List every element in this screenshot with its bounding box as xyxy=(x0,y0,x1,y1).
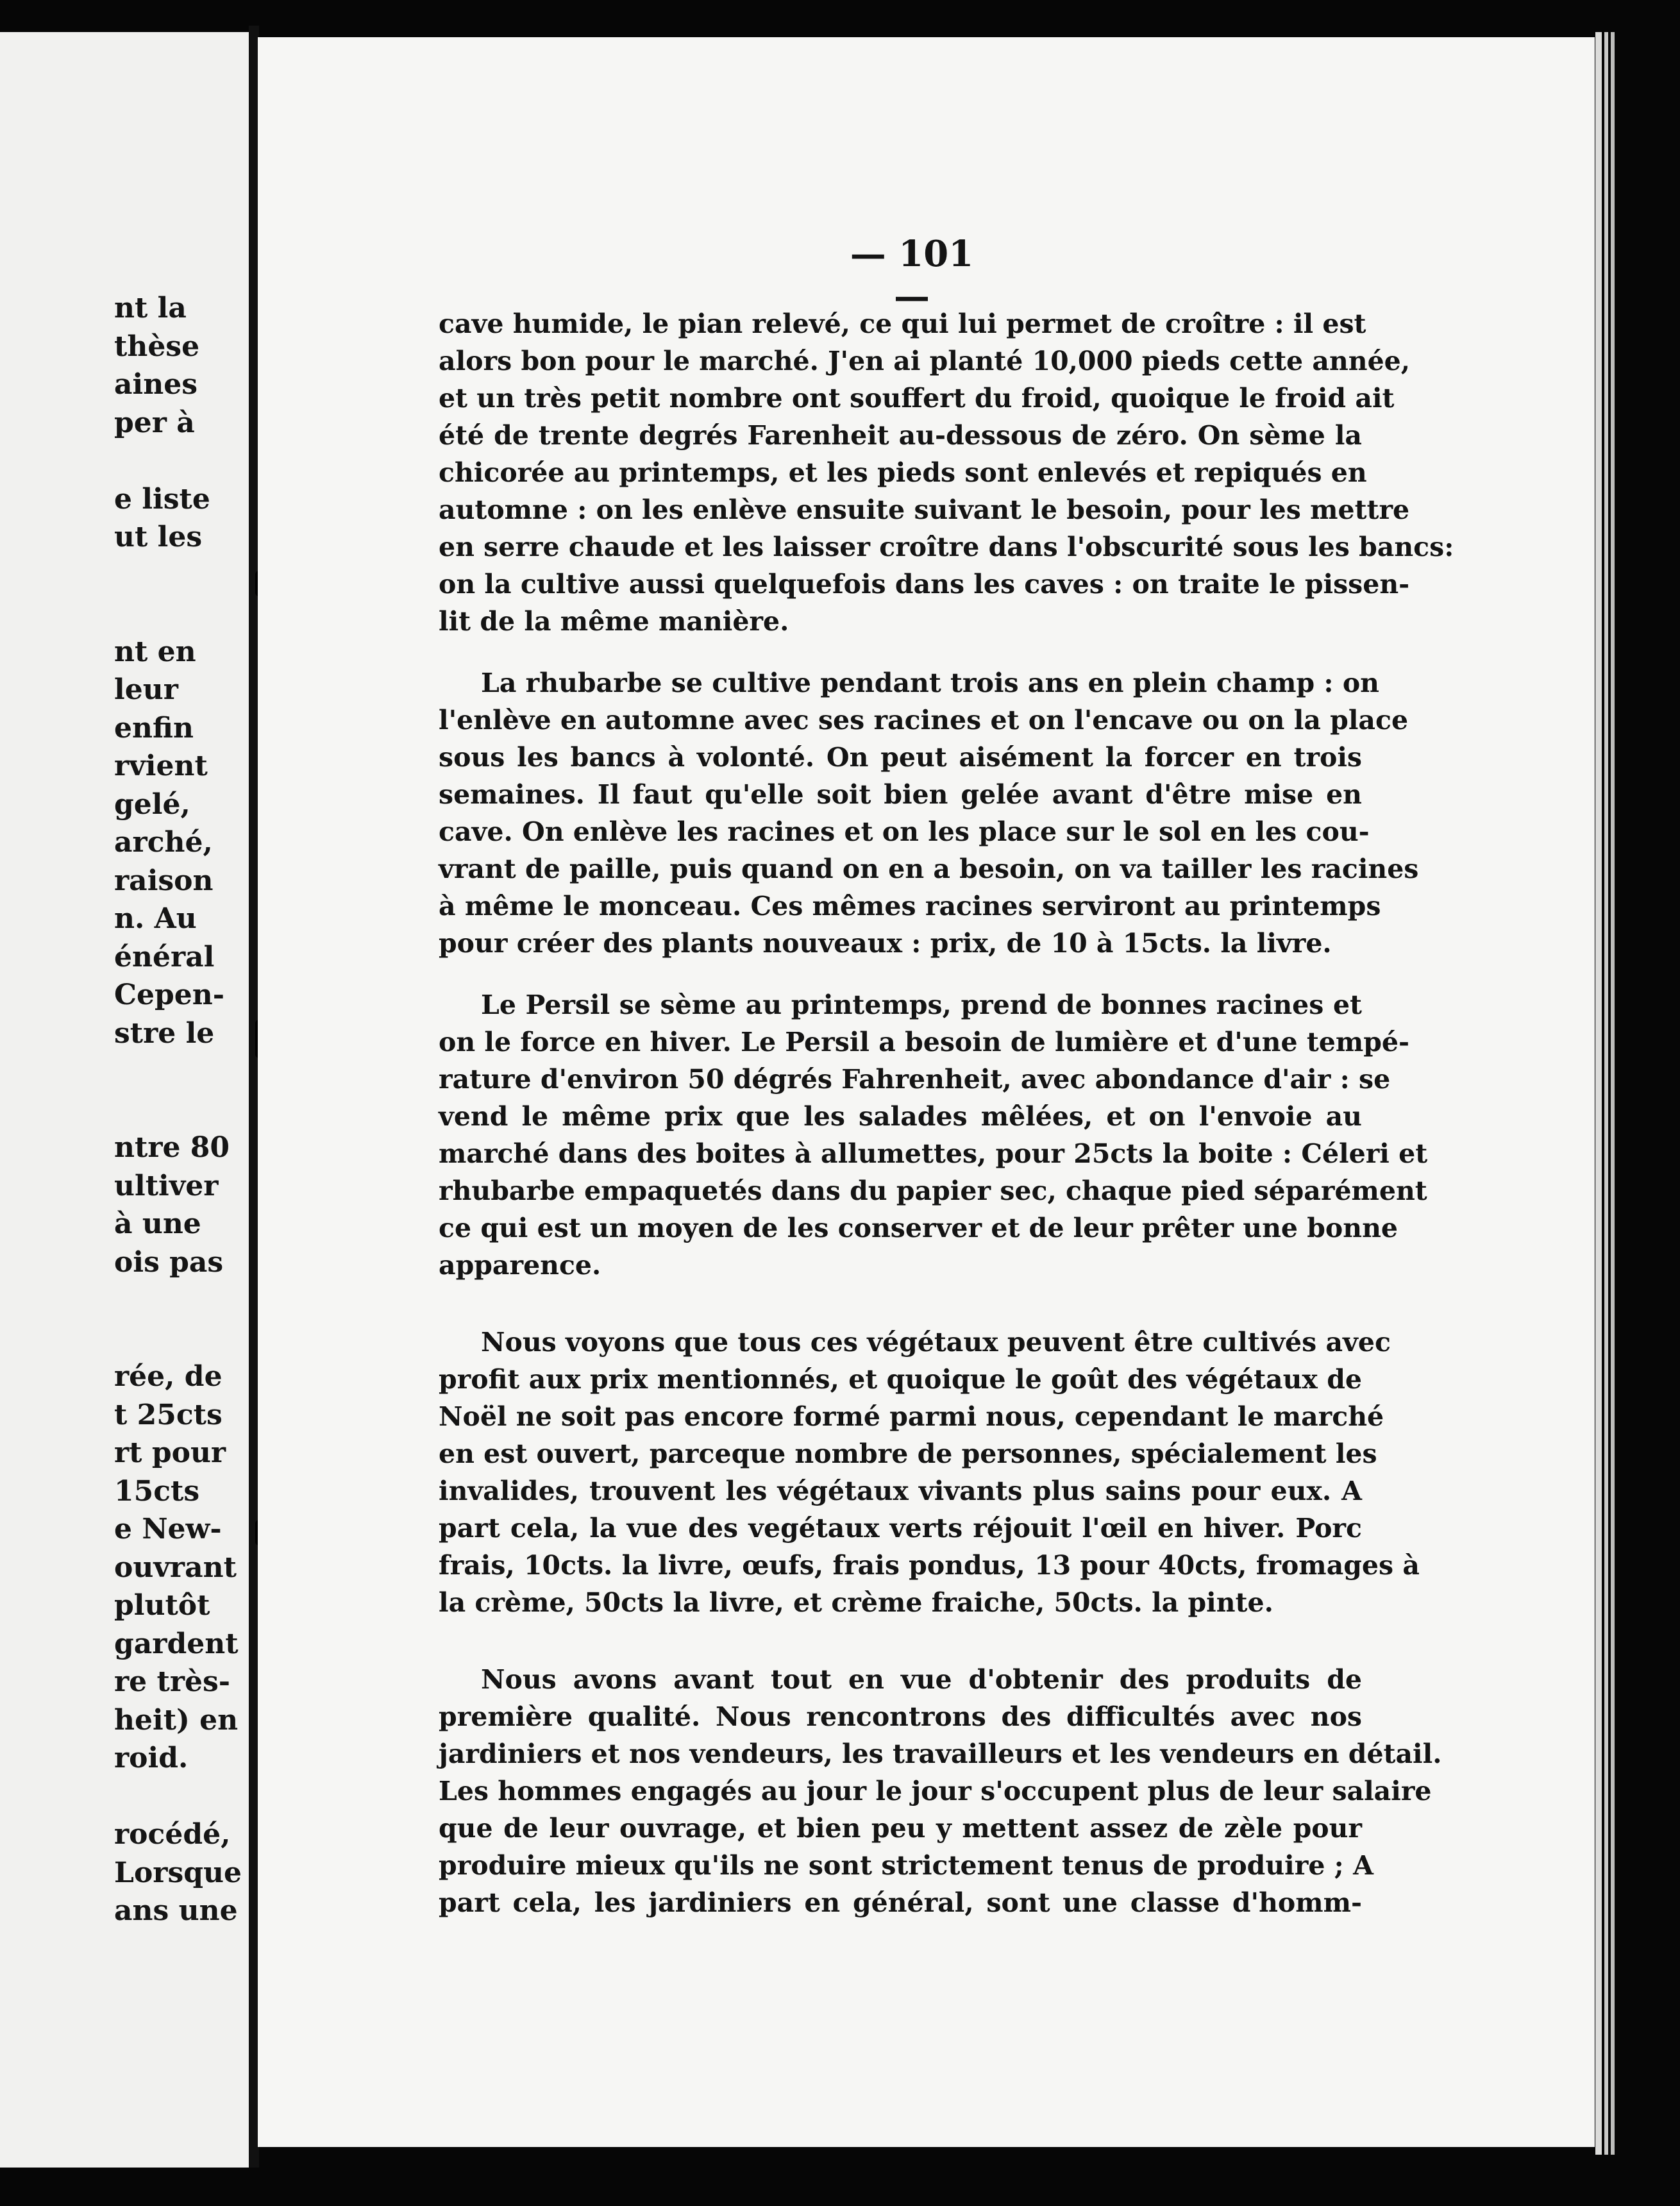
text-line: Le Persil se sème au printemps, prend de bonnes racines et xyxy=(481,989,1362,1020)
page-edge xyxy=(1604,32,1608,2155)
text-line: produire mieux qu'ils ne sont strictement tenus de produire ; A xyxy=(439,1850,1373,1881)
text-line: cave humide, le pian relevé, ce qui lui permet de croître : il est xyxy=(439,308,1366,339)
left-page-text-fragment: à une xyxy=(114,1208,201,1240)
text-line: en est ouvert, parceque nombre de personnes, spécialement les xyxy=(439,1438,1377,1469)
left-page-text-fragment: rée, de xyxy=(114,1360,223,1393)
left-page-text-fragment: enfin xyxy=(114,711,194,745)
text-line: apparence. xyxy=(439,1250,601,1281)
text-line: chicorée au printemps, et les pieds sont enlevés et repiqués en xyxy=(439,457,1367,488)
text-line: première qualité. Nous rencontrons des difficultés avec nos xyxy=(439,1701,1362,1732)
text-line: Nous avons avant tout en vue d'obtenir des produits de xyxy=(481,1664,1362,1695)
text-line: jardiniers et nos vendeurs, les travailleurs et les vendeurs en détail. xyxy=(439,1739,1442,1769)
text-line: marché dans des boites à allumettes, pour 25cts la boite : Céleri et xyxy=(439,1138,1428,1169)
left-page-text-fragment: aines xyxy=(114,368,197,401)
left-page-text-fragment: arché, xyxy=(114,826,213,859)
paragraph-parsley xyxy=(439,986,1428,1284)
page-number: — 101 — xyxy=(850,233,974,317)
left-page-text-fragment: n. Au xyxy=(114,902,197,935)
page-edge xyxy=(1595,32,1602,2155)
left-page-text-fragment: stre le xyxy=(114,1016,215,1050)
left-page-text-fragment: 15cts xyxy=(114,1474,200,1508)
text-line: ce qui est un moyen de les conserver et de leur prêter une bonne xyxy=(439,1213,1398,1243)
left-page-text-fragment: plutôt xyxy=(114,1589,210,1622)
left-page-text-fragment: Cepen- xyxy=(114,979,225,1011)
left-page-text-fragment: thèse xyxy=(114,330,200,363)
text-line: à même le monceau. Ces mêmes racines serviront au printemps xyxy=(439,891,1381,922)
page-edge xyxy=(1611,32,1615,2155)
left-page-text-fragment: ois pas xyxy=(114,1245,224,1279)
left-page-text-fragment: e New- xyxy=(114,1513,222,1545)
left-page-text-fragment: e liste xyxy=(114,482,210,516)
text-line: et un très petit nombre ont souffert du froid, quoique le froid ait xyxy=(439,383,1395,414)
left-page-text-fragment: gelé, xyxy=(114,787,190,821)
text-line: invalides, trouvent les végétaux vivants plus sains pour eux. A xyxy=(439,1476,1362,1506)
paragraph-chicory xyxy=(439,305,1454,640)
left-page-text-fragment: leur xyxy=(114,673,178,706)
text-line: semaines. Il faut qu'elle soit bien gelée avant d'être mise en xyxy=(439,779,1362,810)
text-line: sous les bancs à volonté. On peut aisément la forcer en trois xyxy=(439,742,1362,773)
page-body xyxy=(439,305,1454,1921)
text-line: automne : on les enlève ensuite suivant le besoin, pour les mettre xyxy=(439,494,1410,525)
left-page-text-fragment: re très- xyxy=(114,1665,231,1698)
left-page-text-fragment: gardent xyxy=(114,1627,239,1660)
text-line: profit aux prix mentionnés, et quoique le goût des végétaux de xyxy=(439,1364,1362,1395)
left-page-text-fragment: per à xyxy=(114,406,195,439)
text-line: Les hommes engagés au jour le jour s'occupent plus de leur salaire xyxy=(439,1776,1432,1806)
text-line: l'enlève en automne avec ses racines et on l'encave ou on la place xyxy=(439,705,1409,736)
text-line: frais, 10cts. la livre, œufs, frais pondus, 13 pour 40cts, fromages à xyxy=(439,1550,1420,1581)
text-line: vend le même prix que les salades mêlées, et on l'envoie au xyxy=(439,1101,1362,1132)
text-line: on la cultive aussi quelquefois dans les caves : on traite le pissen- xyxy=(439,569,1410,600)
text-line: vrant de paille, puis quand on en a besoin, on va tailler les racines xyxy=(439,854,1419,884)
left-page-text-fragment: ans une xyxy=(114,1894,238,1927)
left-page-text-fragment: Lorsque xyxy=(114,1856,242,1889)
left-page-text-fragment: roid. xyxy=(114,1742,189,1774)
paragraph-rhubarb xyxy=(439,664,1419,962)
text-line: Nous voyons que tous ces végétaux peuvent être cultivés avec xyxy=(481,1327,1391,1358)
left-page-text-fragment: ut les xyxy=(114,521,203,553)
text-line: part cela, les jardiniers en général, sont une classe d'homm- xyxy=(439,1887,1362,1918)
text-line: alors bon pour le marché. J'en ai planté 10,000 pieds cette année, xyxy=(439,346,1411,376)
left-page-text-fragment: t 25cts xyxy=(114,1398,223,1431)
left-page-text-fragment: nt la xyxy=(114,292,187,324)
paragraph-quality xyxy=(439,1661,1442,1921)
text-line: La rhubarbe se cultive pendant trois ans en plein champ : on xyxy=(481,668,1379,698)
left-page-text-fragment: rvient xyxy=(114,750,208,782)
left-page-text-fragment: rt pour xyxy=(114,1436,226,1469)
paragraph-vegetables-profit xyxy=(439,1324,1420,1621)
left-page-text-fragment: ouvrant xyxy=(114,1551,237,1584)
text-line: la crème, 50cts la livre, et crème fraiche, 50cts. la pinte. xyxy=(439,1587,1273,1618)
text-line: rhubarbe empaquetés dans du papier sec, chaque pied séparément xyxy=(439,1175,1427,1206)
text-line: part cela, la vue des vegétaux verts réjouit l'œil en hiver. Porc xyxy=(439,1513,1362,1544)
left-page-text-fragment: énéral xyxy=(114,940,215,973)
left-page-text-fragment: ultiver xyxy=(114,1169,219,1202)
left-facing-page xyxy=(0,32,250,2168)
left-page-text-fragment: heit) en xyxy=(114,1703,239,1737)
text-line: on le force en hiver. Le Persil a besoin de lumière et d'une tempé- xyxy=(439,1027,1409,1057)
text-line: cave. On enlève les racines et on les place sur le sol en les cou- xyxy=(439,816,1370,847)
left-page-text-fragment: rocédé, xyxy=(114,1818,231,1851)
text-line: rature d'environ 50 dégrés Fahrenheit, avec abondance d'air : se xyxy=(439,1064,1391,1095)
text-line: en serre chaude et les laisser croître dans l'obscurité sous les bancs: xyxy=(439,532,1454,562)
text-line: que de leur ouvrage, et bien peu y mettent assez de zèle pour xyxy=(439,1813,1362,1844)
text-line: lit de la même manière. xyxy=(439,606,789,637)
text-line: été de trente degrés Farenheit au-dessous de zéro. On sème la xyxy=(439,420,1362,451)
left-page-text-fragment: ntre 80 xyxy=(114,1131,230,1164)
text-line: pour créer des plants nouveaux : prix, de 10 à 15cts. la livre. xyxy=(439,928,1332,959)
book-page xyxy=(258,37,1595,2147)
text-line: Noël ne soit pas encore formé parmi nous, cependant le marché xyxy=(439,1401,1384,1432)
left-page-text-fragment: raison xyxy=(114,864,214,897)
left-page-text-fragment: nt en xyxy=(114,635,196,668)
